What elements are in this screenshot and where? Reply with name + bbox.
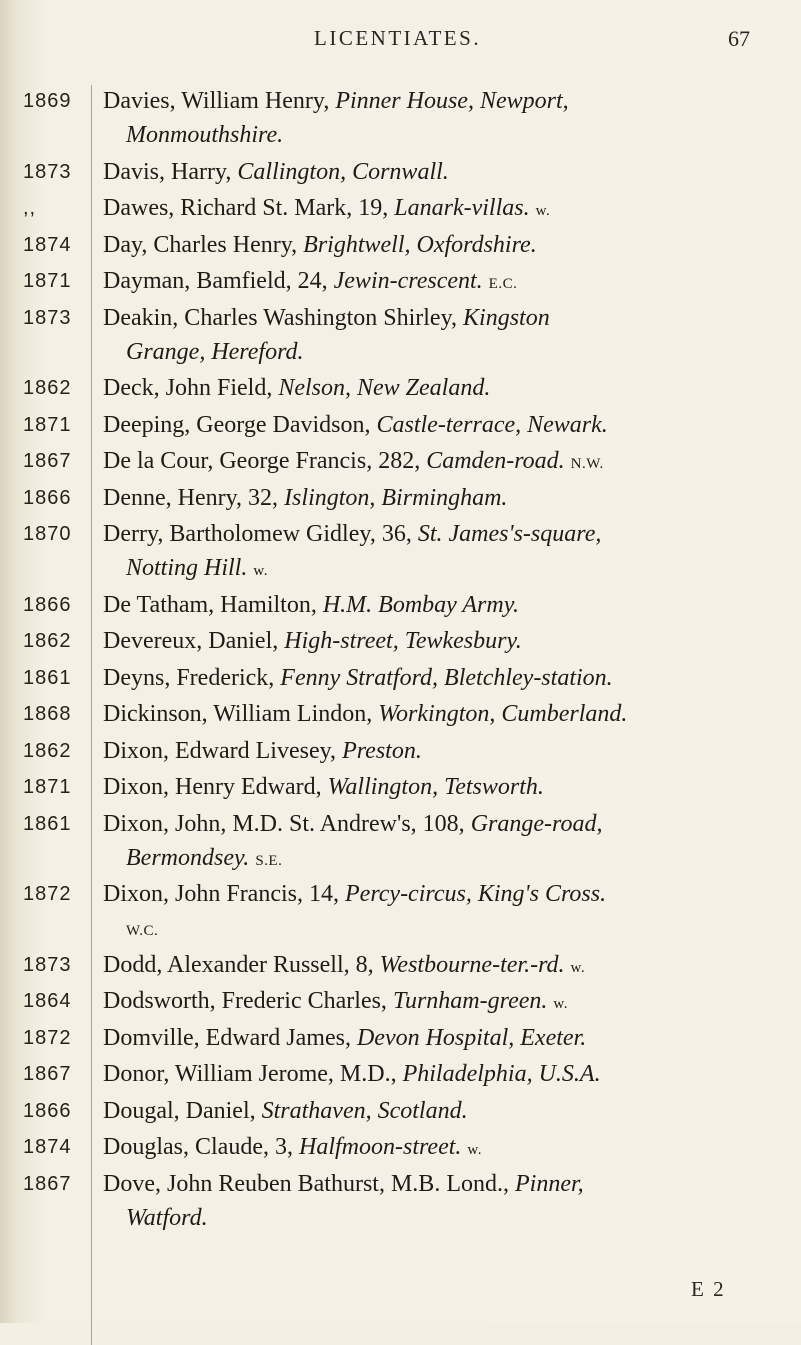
entry-place: Lanark-villas.	[394, 195, 530, 221]
entry-text	[103, 1057, 793, 1091]
entry-year: 1871	[23, 413, 72, 436]
entry-name: Dougal, Daniel,	[103, 1097, 256, 1124]
entry-year: 1868	[23, 703, 72, 725]
entry-place: Workington, Cumberland.	[378, 701, 628, 727]
entry-district: w.	[570, 959, 586, 976]
entry-place: Pinner,	[514, 1170, 584, 1197]
entry-name: De la Cour, George Francis, 282,	[103, 448, 421, 474]
entry-year: 1862	[23, 739, 72, 762]
entry-text	[103, 191, 793, 228]
entry-district: N.W.	[570, 456, 604, 472]
entry-name: Domville, Edward James,	[103, 1024, 351, 1051]
entry-text	[103, 624, 793, 658]
running-head	[0, 26, 801, 58]
entry-place: Wallington, Tetsworth.	[327, 774, 544, 800]
entry-district: E.C.	[488, 276, 518, 292]
entry-place: Fenny Stratford, Bletchley-station.	[280, 664, 613, 691]
entry-year: 1871	[23, 776, 72, 798]
entry-year: 1861	[23, 812, 72, 835]
entry-text	[103, 1167, 793, 1235]
entry-place: St. James's-square,	[417, 521, 602, 547]
entry-year: 1866	[23, 1099, 72, 1122]
entry-text	[103, 228, 793, 262]
entry-name: Dodsworth, Frederic Charles,	[103, 988, 387, 1014]
entry-name: Douglas, Claude, 3,	[103, 1134, 293, 1160]
entry-place: Islington, Birmingham.	[284, 484, 508, 511]
entry-place: Devon Hospital, Exeter.	[356, 1024, 587, 1051]
entry-text	[103, 481, 793, 515]
entry-text	[103, 697, 793, 731]
entry-place: Callington, Cornwall.	[237, 158, 449, 185]
entry-text	[103, 371, 793, 405]
entry-place: H.M. Bombay Army.	[322, 591, 520, 618]
entry-place: Brightwell, Oxfordshire.	[303, 231, 537, 258]
entry-place-continued: Watford.	[126, 1204, 208, 1231]
entry-place-continued: Monmouthshire.	[126, 122, 284, 148]
entry-name: Devereux, Daniel,	[103, 628, 279, 654]
entry-year: 1873	[23, 160, 72, 183]
signature-mark: E 2	[691, 1277, 726, 1301]
entry-text	[103, 588, 793, 622]
entry-text	[103, 517, 793, 588]
entry-text	[103, 807, 793, 878]
entry-place: Westbourne-ter.-rd.	[379, 951, 565, 978]
entry-place-continued: Bermondsey.	[126, 844, 250, 871]
entry-year: 1864	[23, 990, 72, 1012]
entry-year: 1872	[23, 1026, 72, 1049]
entry-year: 1866	[23, 486, 72, 509]
entry-text	[103, 877, 793, 948]
entry-year: 1867	[23, 450, 72, 472]
entry-place: Preston.	[342, 737, 422, 764]
entry-text	[103, 770, 793, 804]
entry-place: Pinner House, Newport,	[335, 88, 569, 114]
entry-year: 1874	[23, 1136, 72, 1158]
entry-place: Turnham-green.	[392, 988, 548, 1014]
entry-name: Dixon, John Francis, 14,	[103, 881, 339, 907]
entry-name: Dove, John Reuben Bathurst, M.B. Lond.,	[103, 1170, 509, 1197]
entry-text	[103, 734, 793, 768]
entry-district: w.	[253, 563, 268, 579]
entry-text	[103, 301, 793, 369]
entry-place: Camden-road.	[426, 448, 565, 474]
entry-district: w.	[467, 1142, 483, 1158]
page-title: LICENTIATES.	[314, 26, 482, 50]
entry-name: Dodd, Alexander Russell, 8,	[103, 951, 374, 978]
entry-district: W.C.	[126, 923, 159, 939]
entry-place: Philadelphia, U.S.A.	[402, 1061, 601, 1087]
entry-text	[103, 1021, 793, 1055]
entry-text	[103, 948, 793, 985]
entry-text	[103, 984, 793, 1021]
entry-year: ,,	[23, 197, 37, 219]
entry-name: Dixon, John, M.D. St. Andrew's, 108,	[103, 810, 465, 837]
entry-name: Derry, Bartholomew Gidley, 36,	[103, 521, 412, 547]
entry-place-continued: Notting Hill.	[126, 555, 248, 581]
entry-text	[103, 1094, 793, 1128]
entry-year: 1862	[23, 377, 72, 399]
entry-text	[103, 1130, 793, 1167]
entry-place: High-street, Tewkesbury.	[284, 628, 522, 654]
entry-name: Deakin, Charles Washington Shirley,	[103, 304, 458, 331]
entry-name: Donor, William Jerome, M.D.,	[103, 1061, 397, 1087]
entry-year: 1873	[23, 306, 72, 329]
entry-year: 1873	[23, 953, 72, 976]
entry-place: Kingston	[463, 304, 550, 331]
entry-year: 1871	[23, 270, 72, 292]
entry-year: 1869	[23, 90, 72, 112]
entry-year: 1866	[23, 593, 72, 616]
entry-text	[103, 264, 793, 301]
entry-text	[103, 444, 793, 481]
entry-text	[103, 155, 793, 189]
entry-name: Deck, John Field,	[103, 375, 273, 401]
entry-district: w.	[553, 996, 568, 1012]
entry-name: Davies, William Henry,	[103, 88, 330, 114]
entry-name: Deyns, Frederick,	[103, 664, 275, 691]
entry-place: Percy-circus, King's Cross.	[345, 881, 607, 907]
entry-year: 1867	[23, 1063, 72, 1085]
entry-name: Dixon, Henry Edward,	[103, 774, 322, 800]
entry-place: Castle-terrace, Newark.	[376, 411, 608, 438]
entry-name: De Tatham, Hamilton,	[103, 591, 317, 618]
entry-name: Davis, Harry,	[103, 158, 232, 185]
entry-name: Denne, Henry, 32,	[103, 484, 279, 511]
entry-place: Grange-road,	[470, 810, 603, 837]
entry-text	[103, 408, 793, 442]
entry-text	[103, 661, 793, 695]
entry-place: Halfmoon-street.	[298, 1134, 462, 1160]
entry-place: Nelson, New Zealand.	[278, 375, 491, 401]
entry-name: Dawes, Richard St. Mark, 19,	[103, 195, 389, 221]
entry-year: 1874	[23, 233, 72, 256]
entry-year: 1870	[23, 523, 72, 545]
entry-name: Dixon, Edward Livesey,	[103, 737, 337, 764]
entry-year: 1862	[23, 630, 72, 652]
entry-year: 1872	[23, 883, 72, 905]
entry-name: Deeping, George Davidson,	[103, 411, 371, 438]
entry-district: S.E.	[255, 852, 283, 869]
entry-name: Dickinson, William Lindon,	[103, 701, 373, 727]
entry-district: w.	[535, 203, 551, 219]
entry-year: 1867	[23, 1172, 72, 1195]
column-rule	[91, 85, 92, 1345]
entry-year: 1861	[23, 666, 72, 689]
entry-name: Day, Charles Henry,	[103, 231, 298, 258]
entry-place: Strathaven, Scotland.	[261, 1097, 468, 1124]
page-number: 67	[728, 26, 750, 51]
entry-place: Jewin-crescent.	[333, 268, 483, 294]
entry-name: Dayman, Bamfield, 24,	[103, 268, 328, 294]
entry-text	[103, 84, 793, 152]
entry-place-continued: Grange, Hereford.	[126, 338, 304, 365]
